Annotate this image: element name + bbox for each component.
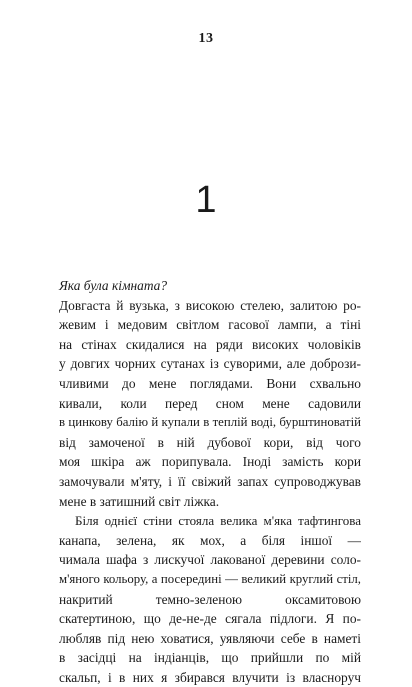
text-line: у довгих чорних сутанах із суворими, але добрози- xyxy=(59,356,361,372)
body-text xyxy=(59,276,361,687)
text-line: скатертиною, що де-не-де сягала підлоги. Я по- xyxy=(59,611,361,627)
text-line: мене в затишний світ ліжка. xyxy=(59,493,220,509)
text-line: від замоченої в ній дубової кори, від чого xyxy=(59,434,361,450)
text-line: любляв під нею ховатися, уявляючи себе в наметі xyxy=(59,630,361,646)
paragraph-2 xyxy=(59,511,361,687)
text-line: замочували м'яту, і її свіжий запах супроводжував xyxy=(59,473,361,489)
text-line: чимала шафа з лискучої лакованої деревини соло- xyxy=(59,552,361,568)
text-line: канапа, зелена, як мох, а біля іншої — xyxy=(59,532,361,548)
text-line: скальп, і в них я збирався влучити із власноруч xyxy=(59,669,361,685)
paragraph-1 xyxy=(59,296,361,512)
text-line: Довгаста й вузька, з високою стелею, залитою ро- xyxy=(59,297,361,313)
page-number: 13 xyxy=(198,31,214,46)
text-line: жевим і медовим світлом гасової лампи, а тіні xyxy=(59,317,361,333)
text-line: м'яного кольору, а посередині — великий круглий стіл, xyxy=(59,571,361,586)
text-line: моя шкіра аж порипувала. Іноді замість кори xyxy=(59,454,361,470)
text-line: на стінах скидалися на ряди високих чоловіків xyxy=(59,336,361,352)
text-line: Біля однієї стіни стояла велика м'яка тафтингова xyxy=(75,513,361,529)
opening-question: Яка була кімната? xyxy=(59,278,168,293)
text-line: чливими до мене поглядами. Вони схвально xyxy=(59,375,361,391)
text-line: кивали, коли перед сном мене садовили xyxy=(59,395,361,411)
text-line: накритий темно-зеленою оксамитовою xyxy=(59,591,361,607)
text-line: в цинкову балію й купали в теплій воді, бурштиноватій xyxy=(59,415,361,430)
text-line: в засідці на індіанців, що прийшли по мій xyxy=(59,650,361,666)
chapter-number: 1 xyxy=(195,179,217,221)
